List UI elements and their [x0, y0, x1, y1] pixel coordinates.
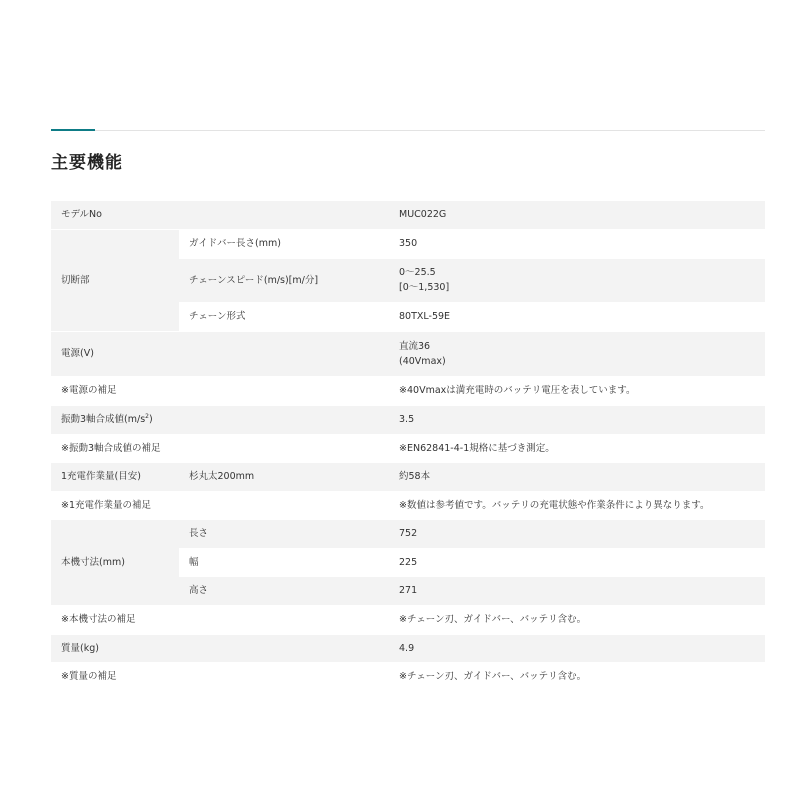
spec-sub-label: 長さ — [179, 519, 389, 548]
spec-value: ※40Vmaxは満充電時のバッテリ電圧を表しています。 — [399, 385, 636, 396]
table-row-mass — [51, 634, 765, 662]
spec-value — [389, 331, 765, 376]
spec-value: 271 — [389, 576, 765, 605]
table-row-power-note — [51, 376, 765, 405]
spec-label — [51, 405, 389, 434]
spec-sub-label: 高さ — [179, 576, 389, 605]
spec-sub-label: 杉丸太200mm — [179, 462, 389, 491]
superscript: 2 — [145, 412, 149, 420]
spec-label-text: 振動3軸合成値(m/s — [61, 414, 146, 425]
spec-label: ※質量の補足 — [61, 671, 117, 682]
spec-value: ※チェーン刃、ガイドバー、バッテリ含む。 — [399, 671, 587, 682]
table-row-guide-bar — [51, 229, 765, 258]
spec-table — [51, 201, 765, 692]
spec-label: ※1充電作業量の補足 — [61, 499, 152, 511]
spec-value: MUC022G — [389, 201, 765, 229]
spec-group-label: 本機寸法(mm) — [51, 519, 179, 605]
table-row-length — [51, 519, 765, 548]
spec-value: ※チェーン刃、ガイドバー、バッテリ含む。 — [399, 614, 587, 625]
spec-value — [389, 258, 765, 302]
spec-value: 350 — [389, 229, 765, 258]
table-row-dimensions-note — [51, 605, 765, 634]
spec-label: ※振動3軸合成値の補足 — [61, 442, 161, 454]
table-row-work-note — [51, 491, 765, 519]
spec-label: ※本機寸法の補足 — [61, 614, 136, 625]
table-row-vibration — [51, 405, 765, 434]
table-row-vibration-note — [51, 434, 765, 462]
spec-sub-label: ガイドバー長さ(mm) — [179, 229, 389, 258]
section-divider — [51, 130, 765, 131]
table-row-power — [51, 331, 765, 376]
spec-group-label: 切断部 — [51, 229, 179, 331]
spec-value-line: 0〜25.5 — [399, 267, 436, 278]
section-divider-accent — [51, 129, 95, 131]
spec-value: ※数値は参考値です。バッテリの充電状態や作業条件により異なります。 — [399, 499, 710, 511]
spec-value: 4.9 — [389, 634, 765, 662]
spec-label: 質量(kg) — [51, 634, 389, 662]
spec-sub-label: チェーン形式 — [179, 302, 389, 331]
spec-sub-label: チェーンスピード(m/s)[m/分] — [179, 258, 389, 302]
spec-label: 電源(V) — [51, 331, 389, 376]
spec-value: 80TXL-59E — [389, 302, 765, 331]
table-row-mass-note — [51, 662, 765, 691]
spec-value: 約58本 — [389, 462, 765, 491]
spec-value: 752 — [389, 519, 765, 548]
spec-label: モデルNo — [51, 201, 389, 229]
spec-label: ※電源の補足 — [61, 385, 117, 396]
spec-value-line: [0〜1,530] — [399, 282, 450, 293]
spec-value: 3.5 — [389, 405, 765, 434]
spec-value-line: 直流36 — [399, 340, 431, 352]
spec-sub-label: 幅 — [179, 548, 389, 576]
table-row-model — [51, 201, 765, 229]
spec-value: 225 — [389, 548, 765, 576]
spec-label: 1充電作業量(目安) — [51, 462, 179, 491]
page-title: 主要機能 — [51, 153, 123, 173]
spec-value: ※EN62841-4-1規格に基づき測定。 — [399, 442, 555, 454]
spec-label-text: ) — [148, 414, 153, 425]
table-row-work-per-charge — [51, 462, 765, 491]
spec-value-line: (40Vmax) — [399, 355, 446, 367]
